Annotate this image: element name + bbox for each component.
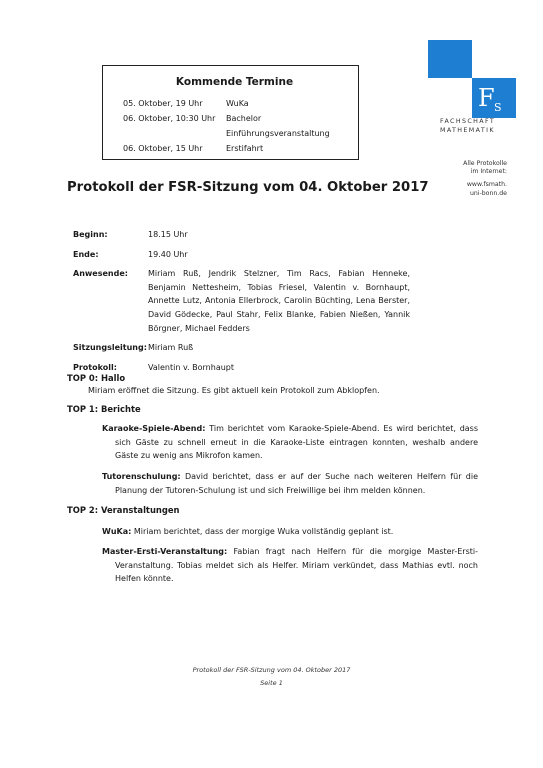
meta-value: Miriam Ruß	[148, 343, 194, 353]
top0-heading: TOP 0: Hallo	[67, 373, 126, 383]
logo-square-top	[428, 40, 472, 78]
top1-heading: TOP 1: Berichte	[67, 404, 141, 414]
termine-title: Kommende Termine	[175, 76, 294, 88]
meta-label: Ende:	[73, 249, 99, 259]
meta-value: 19.40 Uhr	[148, 249, 188, 259]
protokolle-line2: im Internet:	[470, 168, 507, 176]
termine-row	[123, 96, 346, 111]
protokolle-link-line1[interactable]: www.fsmath.	[466, 181, 507, 189]
termine-date: 06. Oktober, 15 Uhr	[123, 144, 203, 153]
meta-row-leitung	[73, 341, 410, 355]
termine-box	[102, 65, 359, 160]
logo-text-line1: FACHSCHAFT	[440, 118, 496, 125]
tutoren-text: David berichtet, dass er auf der Suche nach weiteren Helfern für die Planung der Tutoren-Schulung ist und sich Freiwillige bei ihm melden können.	[115, 472, 479, 495]
footer-page-number: Seite 1	[260, 679, 283, 687]
termine-event: WuKa	[226, 99, 249, 108]
wuka-label: WuKa:	[102, 527, 132, 536]
wuka-text: Miriam berichtet, dass der morgige Wuka vollständig geplant ist.	[133, 527, 394, 536]
footer-title: Protokoll der FSR-Sitzung vom 04. Oktober 2017	[192, 666, 351, 674]
meta-label: Anwesende:	[73, 269, 128, 279]
page-footer	[0, 664, 543, 690]
meta-table	[73, 228, 410, 380]
fs-logo-icon	[475, 82, 511, 114]
termine-row	[123, 141, 346, 156]
meta-label: Beginn:	[73, 230, 108, 239]
protokolle-link-line2[interactable]: uni-bonn.de	[469, 189, 507, 197]
meta-row-beginn	[73, 228, 410, 242]
termine-event: Bachelor Einführungsveranstaltung	[226, 114, 330, 138]
termine-date: 06. Oktober, 10:30 Uhr	[123, 114, 216, 123]
master-label: Master-Ersti-Veranstaltung:	[102, 547, 228, 556]
top2-master	[102, 545, 478, 586]
meta-row-anwesende	[73, 267, 410, 335]
protokolle-note	[463, 160, 507, 198]
protokolle-line1: Alle Protokolle	[463, 160, 507, 167]
logo-text	[440, 118, 540, 135]
meta-label: Protokoll:	[73, 362, 117, 372]
logo-letter-main: F	[478, 84, 495, 112]
top2-wuka	[102, 525, 478, 539]
document-title: Protokoll der FSR-Sitzung vom 04. Oktober 2017	[67, 180, 429, 195]
termine-date: 05. Oktober, 19 Uhr	[123, 99, 203, 108]
top2-heading: TOP 2: Veranstaltungen	[67, 505, 180, 515]
meta-value: Miriam Ruß, Jendrik Stelzner, Tim Racs, Fabian Henneke, Benjamin Nettesheim, Tobias Friesel, Valentin v. Bornhaupt, Annette Lutz, Antonia Ellerbrock, Carolin Büchting, Lena Berster, David Gödecke, Paul Stahr, Felix Blanke, Fabien Nießen, Yannik Börgner, Michael Fedders	[148, 269, 410, 333]
top0-text: Miriam eröffnet die Sitzung. Es gibt aktuell kein Protokoll zum Abklopfen.	[88, 386, 380, 395]
logo-letter-sub: S	[494, 101, 502, 114]
top1-tutoren	[102, 470, 479, 497]
karaoke-label: Karaoke-Spiele-Abend:	[102, 424, 206, 433]
meta-row-ende	[73, 248, 410, 262]
termine-row	[123, 111, 346, 141]
top1-karaoke	[102, 422, 479, 463]
logo-text-line2: MATHEMATIK	[440, 126, 495, 134]
termine-event: Erstifahrt	[226, 144, 264, 153]
meta-value: Valentin v. Bornhaupt	[148, 362, 234, 372]
meta-label: Sitzungsleitung:	[73, 343, 147, 353]
meta-value: 18.15 Uhr	[148, 230, 188, 239]
tutoren-label: Tutorenschulung:	[102, 472, 181, 481]
master-text: Fabian fragt nach Helfern für die morgige Master-Ersti-Veranstaltung. Tobias meldet sich als Helfer. Miriam verkündet, dass Mathias evtl. noch Helfen könnte.	[115, 547, 478, 584]
karaoke-text: Tim berichtet vom Karaoke-Spiele-Abend. Es wird berichtet, dass sich Gäste zu schnell erneut in die Karaoke-Liste eintragen konnten, weshalb andere Gäste zu wenig ans Mikrofon kamen.	[115, 424, 479, 461]
